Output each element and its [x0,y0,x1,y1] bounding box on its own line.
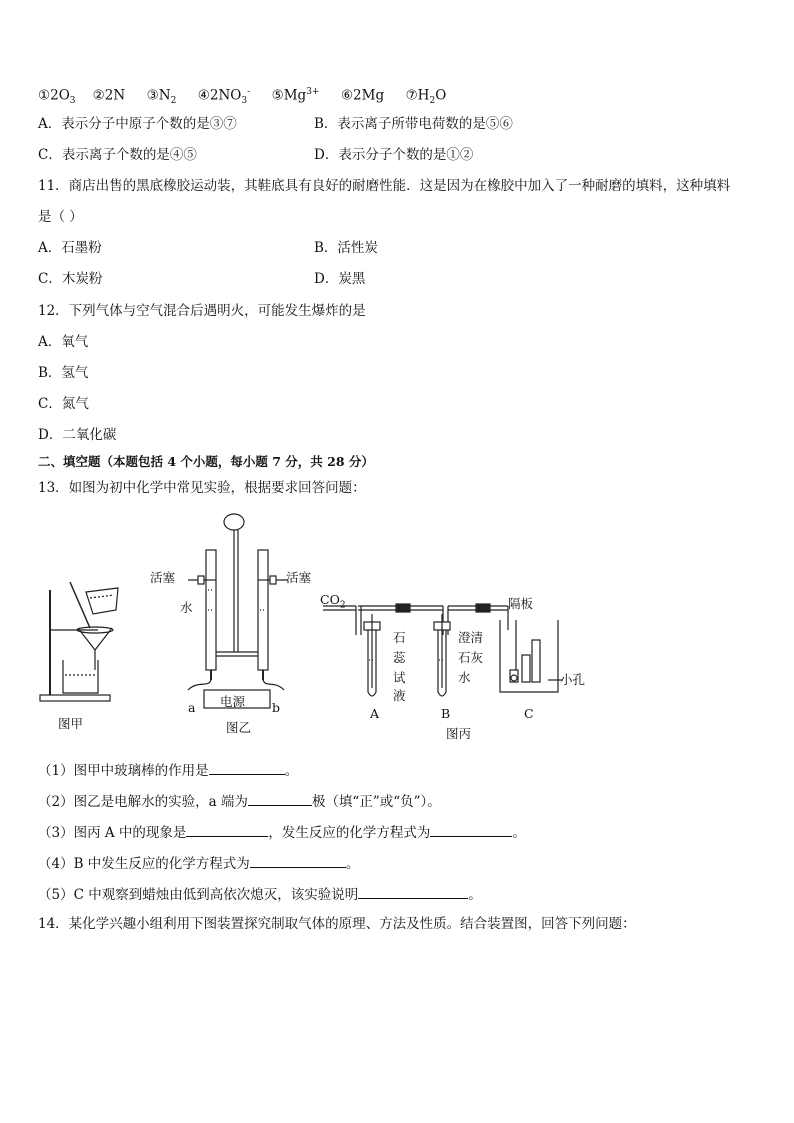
q12-option-b: B．氢气 [38,365,89,381]
q12-option-a: A．氧气 [38,334,89,350]
filtration-apparatus [40,582,118,701]
q13-sub3: （3）图丙 A 中的现象是 ，发生反应的化学方程式为 。 [38,822,526,842]
q13-sub4: （4）B 中发生反应的化学方程式为 。 [38,853,359,873]
answer-blank[interactable] [358,884,468,899]
q13-sub5: （5）C 中观察到蜡烛由低到高依次熄灭，该实验说明 。 [38,884,482,904]
fig-label-bing: 图丙 [446,726,472,741]
q12-option-c: C．氮气 [38,396,89,412]
q13-stem: 13．如图为初中化学中常见实验，根据要求回答问题： [38,480,366,496]
label-power: 电源 [220,694,246,709]
label-geban: 隔板 [508,596,534,611]
answer-blank[interactable] [209,760,285,775]
q11-option-b: B．活性炭 [314,240,378,256]
label-ye: 液 [393,688,406,703]
q12-option-d: D．二氧化碳 [38,427,117,443]
fig-label-yi: 图乙 [226,720,252,735]
label-C: C [524,706,534,721]
label-shui: 水 [458,670,471,685]
label-A: A [370,706,380,721]
q10-option-c: C．表示离子个数的是④⑤ [38,147,197,163]
symbols-line: $①2O_3$ ②2N $③N_2$ $④2NO_3^-$ $⑤Mg^{3+}$ ⑥2Mg $⑦H_2O$ [38,87,447,107]
label-xiaokong: 小孔 [560,672,586,687]
electrolysis-apparatus [188,514,288,708]
q13-sub2: （2）图乙是电解水的实验，a 端为 极（填“正”或“负”）。 [38,791,441,811]
fig-label-jia: 图甲 [58,716,84,731]
q13-figure [38,510,598,750]
answer-blank[interactable] [186,822,268,837]
label-b: b [272,700,281,715]
label-B: B [441,706,451,721]
label-shihui: 石灰 [458,650,484,665]
label-water: 水 [180,600,193,615]
label-rui: 蕊 [393,650,406,665]
q11-option-d: D．炭黑 [314,271,366,287]
q11-stem-cont: 是（ ） [38,209,83,225]
co2-apparatus [323,604,563,696]
label-shi: 石 [393,630,406,645]
answer-blank[interactable] [250,853,346,868]
q10-option-d: D．表示分子个数的是①② [314,147,474,163]
label-huosai-right: 活塞 [286,570,312,585]
label-shi2: 试 [393,670,406,685]
q11-stem: 11．商店出售的黑底橡胶运动装，其鞋底具有良好的耐磨性能．这是因为在橡胶中加入了一种耐磨的填料，这种填料 [38,178,731,194]
apparatus-drawing [38,510,598,750]
q12-stem: 12．下列气体与空气混合后遇明火，可能发生爆炸的是 [38,303,366,319]
label-chengqing: 澄清 [458,630,484,645]
label-huosai-left: 活塞 [150,570,176,585]
label-co2: $CO_2$ [320,592,346,611]
q11-option-c: C．木炭粉 [38,271,103,287]
q11-option-a: A．石墨粉 [38,240,102,256]
answer-blank[interactable] [248,791,312,806]
q10-option-b: B．表示离子所带电荷数的是⑤⑥ [314,116,513,132]
q14-stem: 14．某化学兴趣小组利用下图装置探究制取气体的原理、方法及性质。结合装置图，回答下列问题： [38,916,636,932]
section-heading: 二、填空题（本题包括 4 个小题，每小题 7 分，共 28 分） [38,454,374,469]
answer-blank[interactable] [430,822,512,837]
label-a: a [188,700,196,715]
q10-option-a: A．表示分子中原子个数的是③⑦ [38,116,237,132]
q13-sub1: （1）图甲中玻璃棒的作用是 。 [38,760,298,780]
